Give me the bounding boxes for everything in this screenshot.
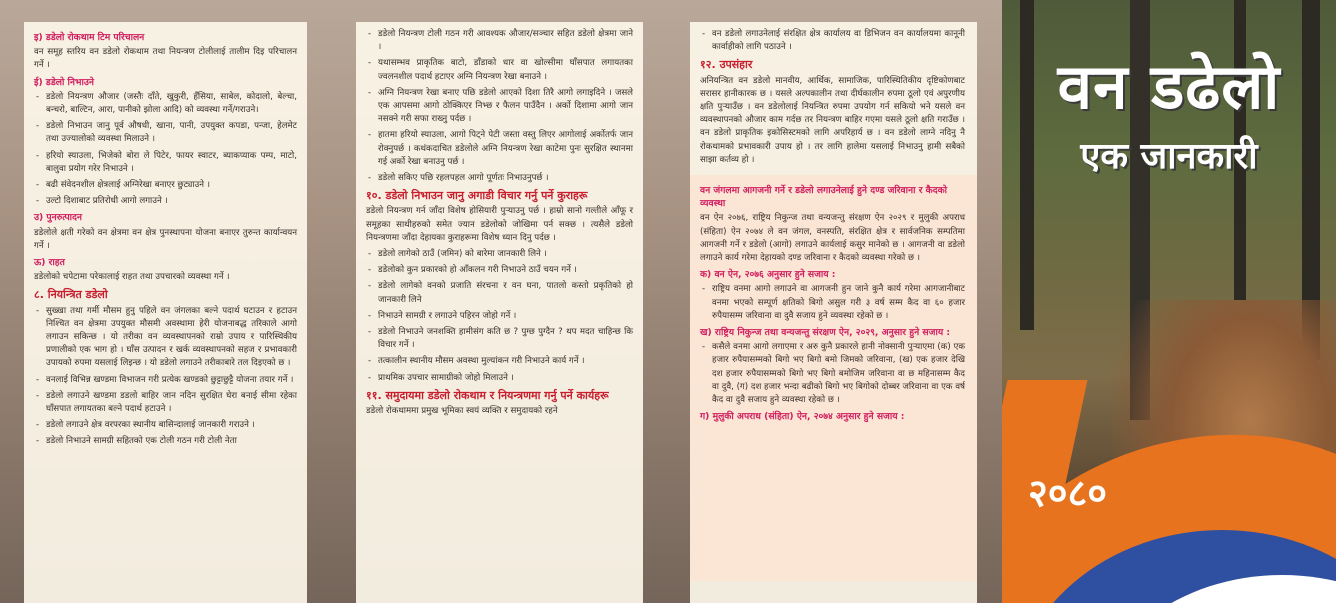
list-item: - वन डडेलो लगाउनेलाई संरक्षित क्षेत्र कार्यालय वा डिभिजन वन कार्यालयमा कानूनी कार्वाहीको लागि पठाउने । (700, 28, 965, 54)
text-column-2 (356, 22, 643, 603)
list-extinguish (34, 91, 297, 209)
paragraph-before-extinguishing: डडेलो नियन्त्रण गर्न जाँदा विशेष होसियारी पुऱ्याउनु पर्छ । हाम्रो सानो गल्तीले आँफू र समूहका साथीहरुको समेत ज्यान डडेलोको जोखिमा पर्न सक्छ । त्यसैले डडेलो नियन्त्रणमा जाँदा देहायका कुराहरूमा विशेष ध्यान दिनु पर्दछ । (366, 206, 633, 243)
paragraph-team-mobilization: वन समूह स्तरिय वन डडेलो रोकथाम तथा नियन्त्रण टोलीलाई तालीम दिइ परिचालन गर्ने । (34, 47, 297, 71)
list-item: - निभाउने सामग्री र लगाउने पहिरन जोहो गर्ने । (366, 310, 633, 323)
list-item: - प्राथमिक उपचार सामाग्रीको जोहो मिलाउने । (366, 372, 633, 385)
paragraph-penalty: वन ऐन २०७६, राष्ट्रिय निकुन्ज तथा वन्यजन्तु संरक्षण ऐन २०२९ र मुलुकी अपराध (संहिता) ऐन २०७४ ले वन जंगल, वनस्पति, संरक्षित क्षेत्र र सार्वजनिक सम्पतिमा आगजनी गर्ने र डडेलो (आगो) लगाउने कार्यलाई कसुर मानेको छ । आगजनी वा डडेलो लगाउने कार्य गरेमा देहायको दण्ड जरिवाना र कैदको व्यवस्था गरेको छ । (700, 213, 965, 264)
paragraph-relief: डडेलोको चपेटामा परेकालाई राहत तथा उपचारको व्यवस्था गर्ने । (34, 272, 230, 283)
text-column-3 (690, 22, 977, 603)
list-item: - डडेलो निभाउन जानु पूर्व औषधी, खाना, पानी, उपयुक्त कपडा, पन्जा, हेलमेट तथा उज्यालोको व्यवस्था मिलाउने । (34, 120, 297, 146)
heading-forest-act: क) वन ऐन, २०७६ अनुसार हुने सजाय : (700, 269, 836, 281)
list-item: - सुख्खा तथा गर्मी मौसम हुनु पहिले वन जंगलका बल्ने पदार्थ घटाउन र हटाउन निश्चित वन क्षेत्रमा उपयुक्त मौसमी अवस्थामा हेरी योजनाबद्ध तरिकाले आगो लगाउन सकिन्छ । यो तरीका वन व्यवस्थापनको राम्रो उपाय र पारिस्थिकीय प्रणालीको एक भाग हो । घाँस उत्पादन र खर्क व्यवस्थापनको सहज र प्रभावकारी उपायको रुपमा यसलाई लिइन्छ । यो डडेलो लगाउने तरीकाबारे तल दिइएको छ । (34, 305, 297, 371)
list-controlled-fire (34, 305, 297, 449)
list-item: - अग्नि नियन्त्रण रेखा बनाए पछि डडेलो आएको दिशा तिरै आगो लगाइदिने । जसले एक आपसमा आगो ठोक्किएर निभ्छ र फैलन पाउँदैन । अर्को दिशामा आगो जान नसक्ने गरी सफा राख्नु पर्दछ । (366, 87, 633, 127)
list-item: - वनलाई विभिन्न खण्डमा विभाजन गरी प्रत्येक खण्डको छुट्टाछुट्टै योजना तयार गर्ने । (34, 374, 297, 387)
list-before-extinguishing (366, 248, 633, 385)
cover-title: वन डढेलो (1057, 50, 1281, 123)
heading-criminal-code: ग) मुलुकी अपराध (संहिता) ऐन, २०७४ अनुसार हुने सजाय : (700, 411, 905, 423)
list-legal-action (700, 28, 965, 54)
heading-controlled-fire: ८. नियन्त्रित डडेलो (34, 288, 108, 302)
heading-community-actions: ११. समुदायमा डडेलो रोकथाम र नियन्त्रणमा गर्नु पर्ने कार्यहरू (366, 388, 609, 402)
heading-regeneration: उ) पुनरुत्पादन (34, 212, 83, 224)
list-forest-act (700, 283, 965, 323)
list-fire-control-steps (366, 28, 633, 185)
list-item: - डडेलो निभाउने जनशक्ति हामीसंग कति छ ? पुग्छ पुग्दैन ? थप मदत चाहिन्छ कि विचार गर्ने । (366, 326, 633, 352)
heading-penalty: वन जंगलमा आगजनी गर्ने र डडेलो लगाउनेलाई हुने दण्ड जरिवाना र कैदको व्यवस्था (700, 185, 948, 210)
text-column-1 (24, 22, 307, 603)
penalty-box (690, 175, 977, 581)
heading-park-act: ख) राष्ट्रिय निकुन्ज तथा वन्यजन्तु संरक्षण ऐन, २०२९, अनुसार हुने सजाय : (700, 327, 951, 339)
list-item: - डडेलो लगाउने खण्डमा डडलो बाहिर जान नदिन सुरक्षित घेरा बनाई सीमा रहेका घाँसपात लगायतका बल्ने पदार्थ हटाउने । (34, 390, 297, 416)
cover-panel (1002, 0, 1336, 603)
paragraph-conclusion: अनियन्त्रित वन डडेलो मानवीय, आर्थिक, सामाजिक, पारिस्थितिकीय दृष्टिकोणबाट सरासर हानीकारक छ । यसले अल्पकालीन तथा दीर्घकालीन रुपमा ठूलो एवं अपुरणीय क्षति पुऱ्याउँछ । वन डडेलोलाई नियन्त्रित रुपमा उपयोग गर्न सकियो भने यसले वन व्यवस्थापनको औजार काम गर्दछ तर नियन्त्रण बाहिर गएमा यसले ठूलो क्षति गराउँछ । वन डडेलो प्राकृतिक इकोसिस्टमको लागि अपरिहार्य छ । वन डडेलो लाग्ने नदिनु नै रोकथामको प्रभावकारी उपाय हो । तर लागि हालेमा यसलाई निभाउनु हामी सबैको साझा कर्तव्य हो । (700, 75, 965, 165)
list-item: - हरियो स्याउला, भिजेको बोरा ले पिटेर, फायर स्वाटर, ब्याकप्याक पम्प, माटो, बालुवा प्रयोग गरेर निभाउने । (34, 150, 297, 176)
heading-before-extinguishing: १०. डडेलो निभाउन जानु अगाडी विचार गर्नु पर्ने कुराहरू (366, 189, 588, 203)
heading-conclusion: १२. उपसंहार (700, 58, 753, 72)
list-item: - डडेलो निभाउने सामग्री सहितको एक टोली गठन गरी टोली नेता (34, 435, 297, 448)
list-item: - डडेलो लगाउने क्षेत्र वरपरका स्थानीय बासिन्दालाई जानकारी गराउने । (34, 419, 297, 432)
cover-subtitle: एक जानकारी (1080, 136, 1258, 177)
heading-team-mobilization: इ) डडेलो रोकथाम टिम परिचालन (34, 32, 145, 43)
list-item: - डडेलोको कुन प्रकारको हो आँकलन गरी निभाउने ठाउँ चयन गर्ने । (366, 264, 633, 277)
list-item: - बढी संवेदनशील क्षेत्रलाई अग्निरेखा बनाएर छुट्याउने । (34, 179, 297, 192)
list-item: - डडेलो लागेको वनको प्रजाति संरचना र वन घना, पातलो कस्तो प्रकृतिको हो जानकारी लिने (366, 280, 633, 306)
list-item: - हातमा हरियो स्याउला, आगो पिट्ने पेटी जस्ता वस्तु लिएर आगोलाई अर्कोतर्फ जान रोक्नुपर्छ । कथंकदाचित डडेलोले अग्नि नियन्त्रण रेखा काटेमा पुनः सुरक्षित स्थानमा गई अर्को रेखा बनाउनु पर्छ । (366, 129, 633, 169)
list-item: - डडेलो सकिए पछि रहलपहल आगो पूर्णतः निभाउनुपर्छ । (366, 172, 633, 185)
list-item: - राष्ट्रिय वनमा आगो लगाउने वा आगजनी हुन जाने कुनै कार्य गरेमा आगजानीबाट वनमा भएको सम्पूर्ण क्षतिको बिगो असुल गरी ३ वर्ष सम्म कैद वा ६० हजार रुपैयासम्म जरिवाना वा दुवै सजाय हुने व्यवस्था रहेको छ । (700, 283, 965, 323)
list-item: - तत्कालीन स्थानीय मौसम अवस्था मुल्यांकन गरी निभाउने कार्य गर्ने । (366, 355, 633, 368)
list-item: - डडेलो नियन्त्रण औजार (जस्तैः दाँते, खुकुरी, हँसिया, साबेल, कोदालो, बेल्चा, बन्चरो, बाल्टिन, आरा, पानीको झोला आदि) को व्यवस्था गर्ने/गराउने। (34, 91, 297, 117)
heading-relief: ऊ) राहत (34, 257, 65, 269)
heading-extinguish: ई) डडेलो निभाउने (34, 76, 94, 88)
list-item: - यथासम्भव प्राकृतिक बाटो, डाँडाको धार वा खोल्सीमा घाँसपात लगायतका ज्वलनशील पदार्थ हटाएर अग्नि नियन्त्रण रेखा बनाउने । (366, 57, 633, 83)
list-park-act (700, 341, 965, 407)
list-item: - उल्टो दिशाबाट प्रतिरोधी आगो लगाउने । (34, 195, 297, 208)
list-item: - डडेलो नियन्त्रण टोली गठन गरी आवश्यक औजार/सञ्चार सहित डडेलो क्षेत्रमा जाने । (366, 28, 633, 54)
list-item: - कसैले वनमा आगो लगाएमा र अरु कुनै प्रकारले हानी नोक्सानी पुऱ्याएमा (क) एक हजार रुपैयासम्मको बिगो भए बिगो बमो जिमको जरिवाना, (ख) एक हजार देखि दश हजार रुपैयासम्मको बिगो भए बिगो बमोजिम जरिवाना वा छ महिनासम्म कैद वा दुवै, (ग) दश हजार भन्दा बढीको बिगो भए बिगोको दोब्बर जरिवाना वा एक वर्ष कैद वा दुवै सजाय हुने व्यवस्था रहेको छ । (700, 341, 965, 407)
paragraph-regeneration: डडेलोले क्षती गरेको वन क्षेत्रमा वन क्षेत्र पुनस्थापना योजना बनाएर तुरुन्त कार्यान्वयन गर्ने । (34, 227, 297, 251)
list-item: - डडेलो लागेको ठाउँ (जमिन) को बारेमा जानकारी लिने । (366, 248, 633, 261)
paragraph-community-actions: डडेलो रोकथाममा प्रमुख भूमिका स्वयं व्यक्ति र समुदायको रहने (366, 406, 558, 417)
cover-year: २०८० (1028, 471, 1108, 515)
